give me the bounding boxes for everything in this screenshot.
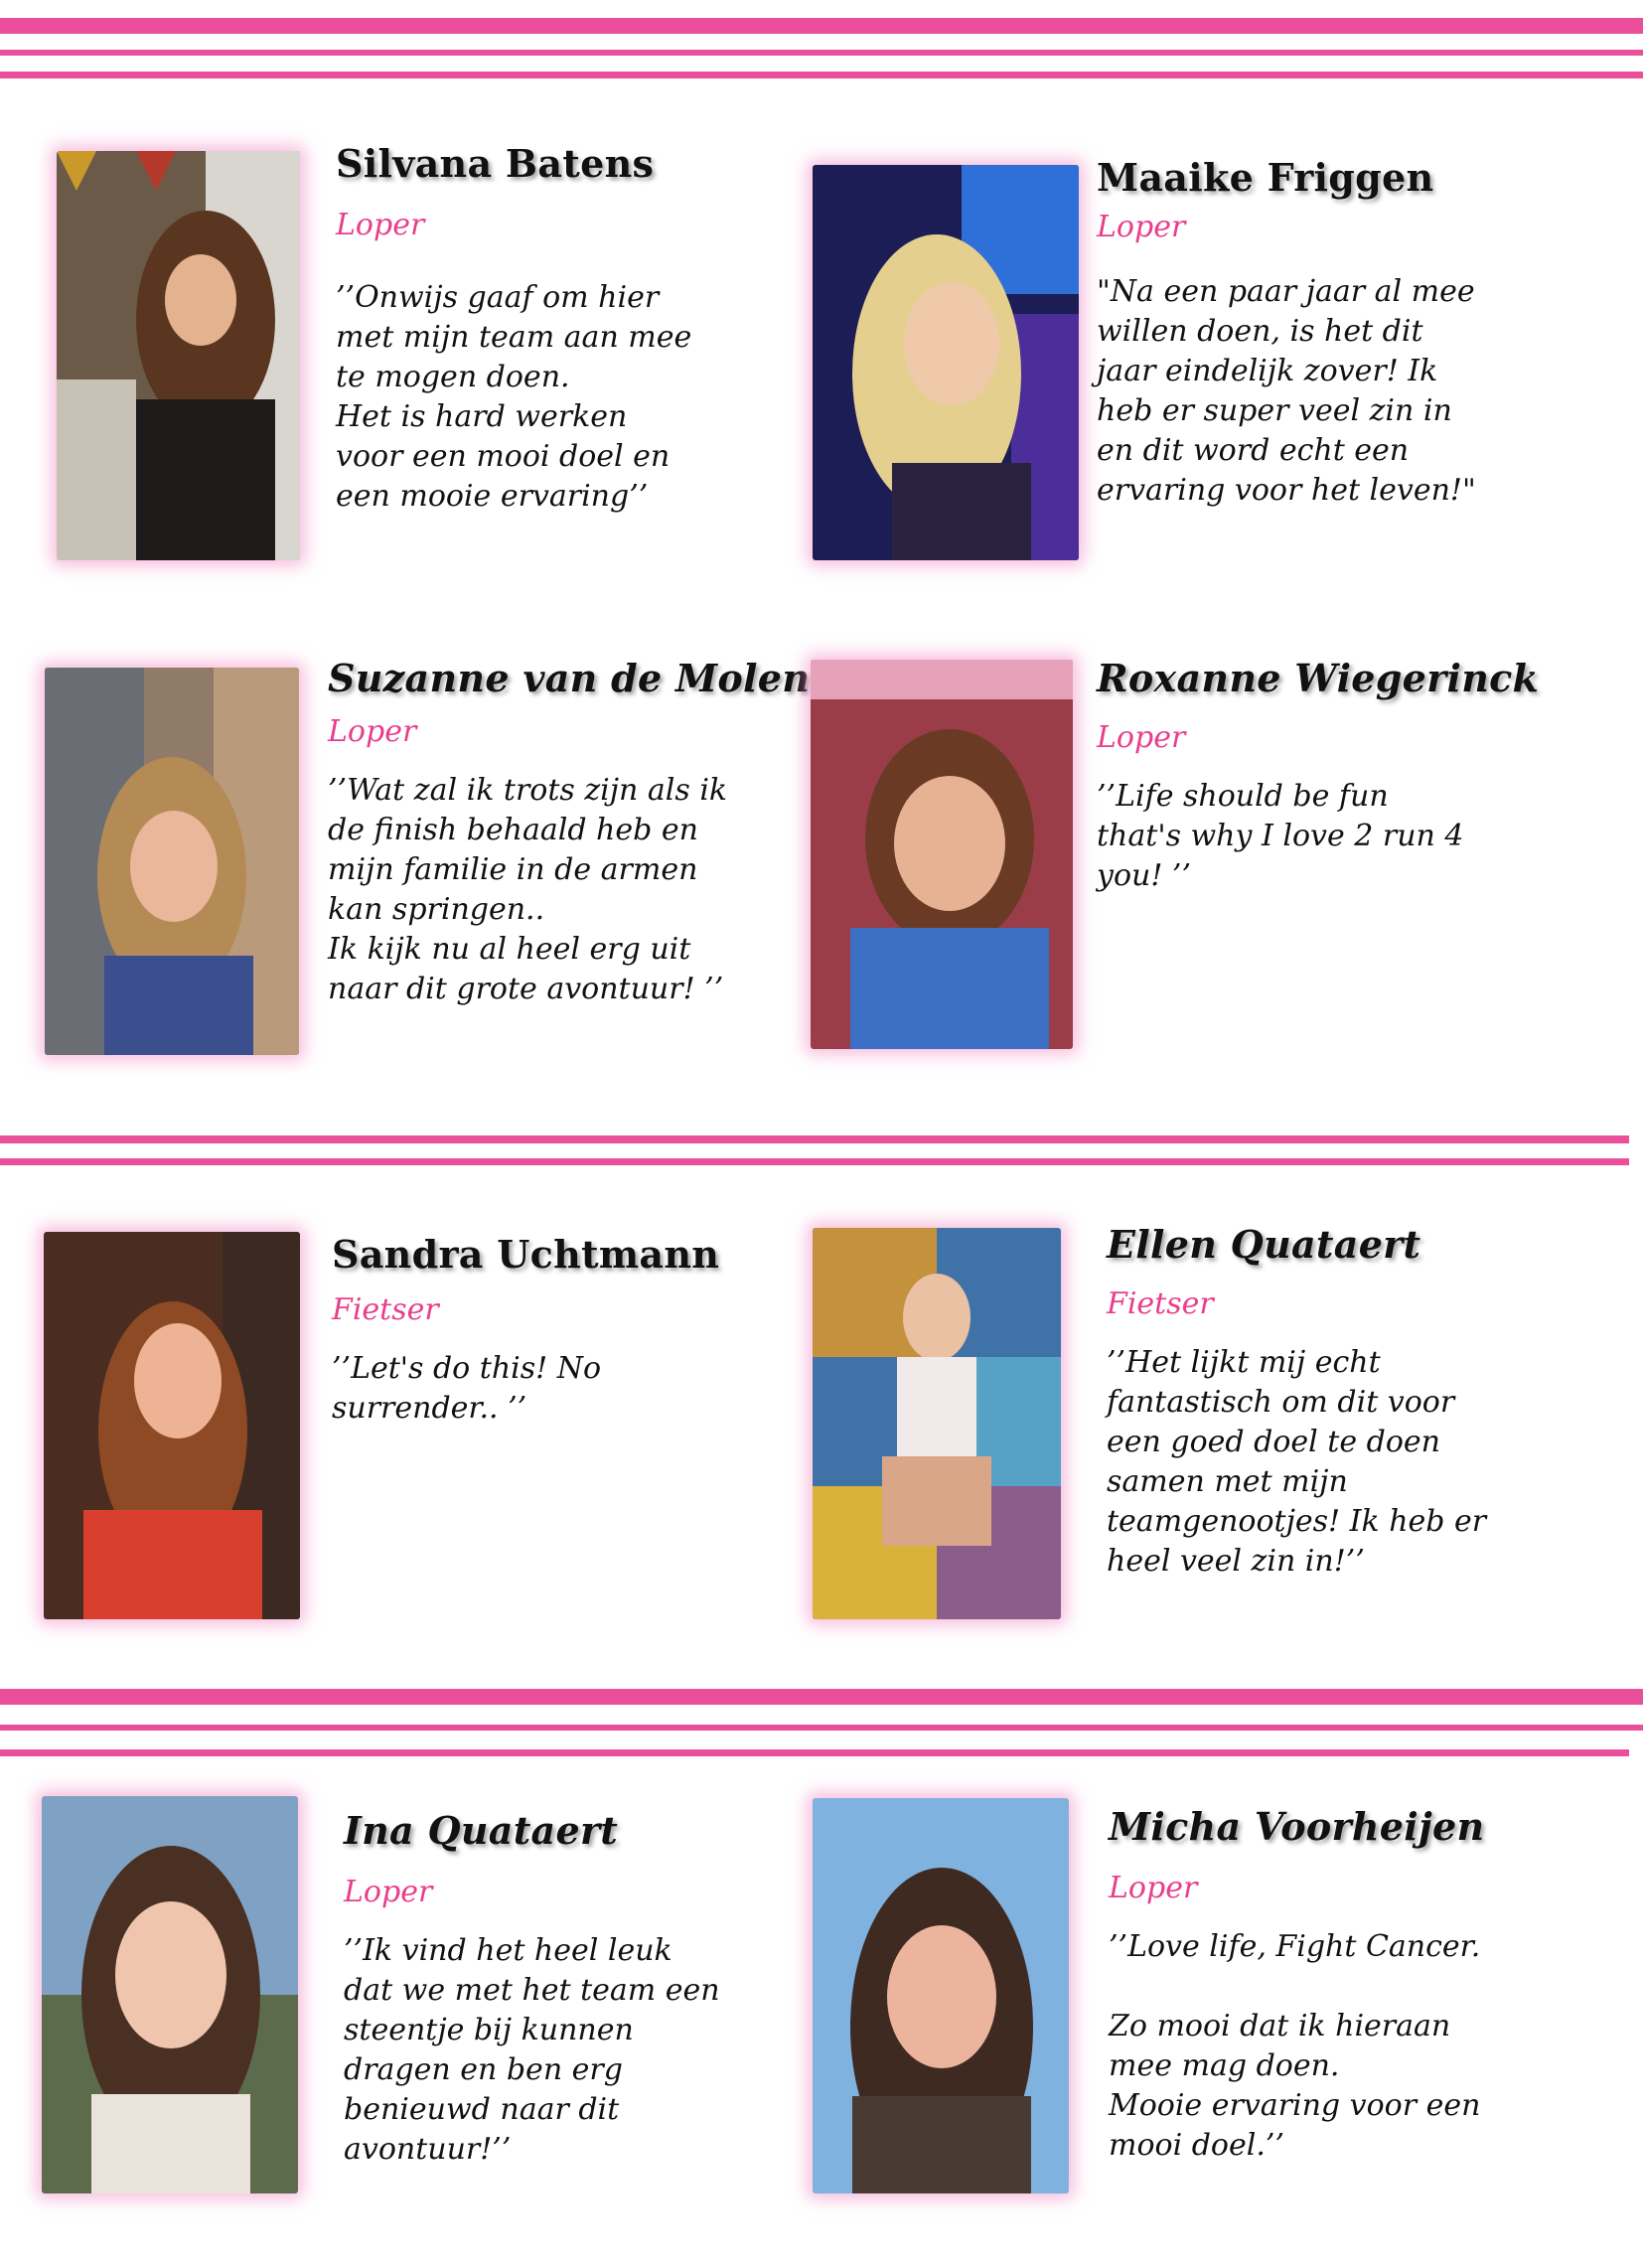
member-photo [44, 1232, 300, 1619]
member-role: Fietser [332, 1292, 439, 1327]
member-role: Fietser [1107, 1286, 1214, 1321]
middle-stripe-1 [0, 1135, 1629, 1143]
member-card [1109, 1804, 1605, 2166]
member-name: Maaike Friggen [1097, 155, 1434, 200]
member-name: Suzanne van de Molen [328, 656, 811, 700]
member-quote: ’’Wat zal ik trots zijn als ik de finish behaald heb en mijn familie in de armen kan springen.. Ik kijk nu al heel erg uit naar dit grote avontuur! ’’ [328, 773, 728, 1006]
lower-stripe-thin-1 [0, 1725, 1643, 1731]
member-role: Loper [328, 714, 417, 749]
member-name: Ellen Quataert [1107, 1222, 1421, 1267]
member-photo [813, 165, 1079, 560]
member-name: Micha Voorheijen [1109, 1804, 1485, 1849]
member-photo [813, 1798, 1069, 2193]
member-card [1107, 1222, 1603, 1582]
member-photo [42, 1796, 298, 2193]
member-name: Roxanne Wiegerinck [1097, 656, 1540, 700]
top-stripe-thin-1 [0, 50, 1643, 56]
top-stripe-thick [0, 18, 1643, 34]
member-name: Ina Quataert [344, 1808, 619, 1853]
member-quote: ’’Love life, Fight Cancer. Zo mooi dat ik hieraan mee mag doen. Mooie ervaring voor een mooi doel.’’ [1109, 1929, 1481, 2163]
lower-stripe-thin-2 [0, 1749, 1629, 1756]
member-role: Loper [1097, 720, 1186, 755]
member-quote: ’’Let's do this! No surrender.. ’’ [332, 1351, 602, 1426]
member-card [328, 656, 811, 1009]
member-role: Loper [344, 1875, 433, 1909]
member-quote: ’’Life should be fun that's why I love 2 run 4 you! ’’ [1097, 779, 1464, 893]
member-role: Loper [1109, 1871, 1198, 1905]
member-name: Sandra Uchtmann [332, 1232, 720, 1277]
member-card [336, 141, 793, 517]
member-photo [813, 1228, 1061, 1619]
member-quote: ’’Het lijkt mij echt fantastisch om dit voor een goed doel te doen samen met mijn teamgenootjes! Ik heb er heel veel zin in!’’ [1107, 1345, 1487, 1579]
member-quote: "Na een paar jaar al mee willen doen, is het dit jaar eindelijk zover! Ik heb er super veel zin in en dit word echt een ervaring voor het leven!" [1097, 274, 1476, 508]
member-quote: ’’Onwijs gaaf om hier met mijn team aan mee te mogen doen. Het is hard werken voor een mooi doel en een mooie ervaring’’ [336, 280, 692, 514]
member-photo [811, 660, 1073, 1049]
lower-stripe-thick [0, 1689, 1643, 1705]
middle-stripe-2 [0, 1158, 1629, 1165]
member-card [1097, 656, 1593, 896]
member-card [1097, 155, 1593, 511]
member-name: Silvana Batens [336, 141, 655, 186]
member-quote: ’’Ik vind het heel leuk dat we met het team een steentje bij kunnen dragen en ben erg benieuwd naar dit avontuur!’’ [344, 1933, 720, 2167]
member-card [332, 1232, 789, 1429]
member-role: Loper [336, 208, 425, 242]
member-card [344, 1808, 801, 2170]
member-role: Loper [1097, 210, 1186, 244]
top-stripe-thin-2 [0, 72, 1643, 78]
member-photo [57, 151, 300, 560]
member-photo [45, 668, 299, 1055]
